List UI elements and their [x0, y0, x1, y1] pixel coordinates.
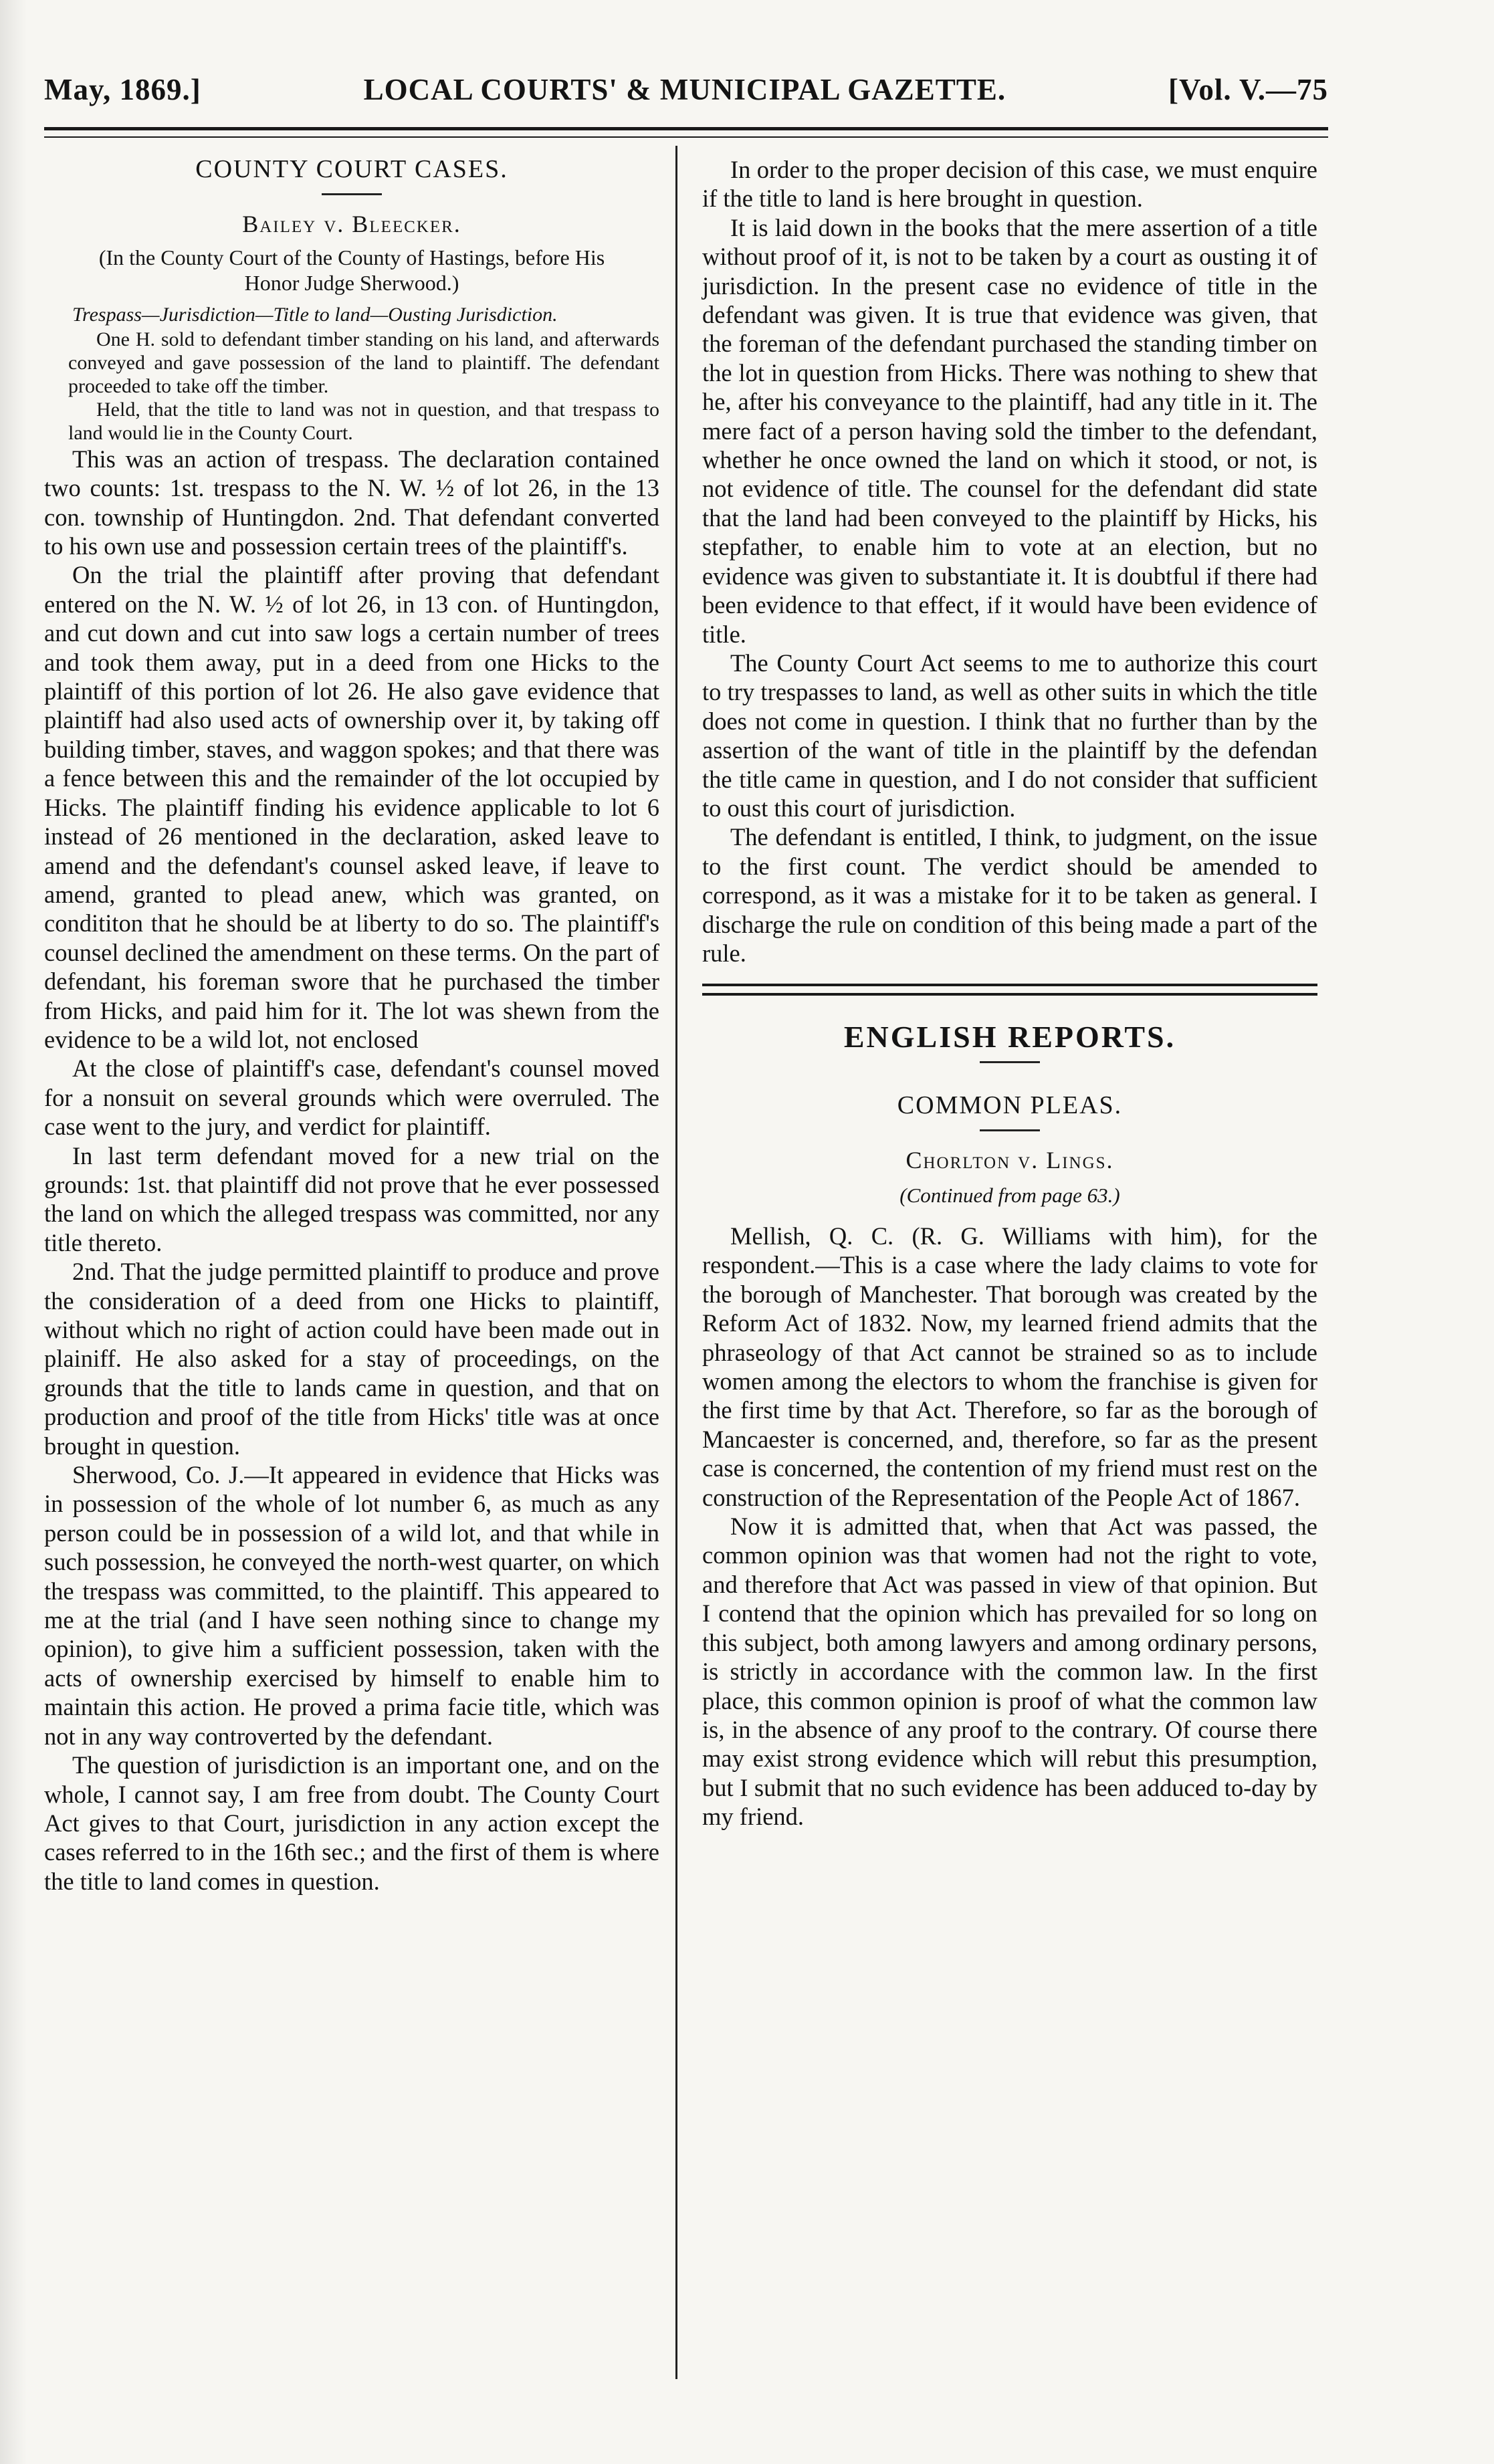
running-head — [44, 72, 1328, 107]
left-column — [44, 155, 659, 1896]
headnote-category: Trespass—Jurisdiction—Title to land—Ousting Jurisdiction. — [72, 303, 558, 326]
section-short-rule — [322, 193, 382, 195]
section-double-rule — [702, 984, 1317, 996]
section-short-rule — [980, 1061, 1040, 1063]
section-title-county-court: COUNTY COURT CASES. — [195, 155, 508, 183]
paragraph: Mellish, Q. C. (R. G. Williams with him), for the respondent.—This is a case where the lady claims to vote for the borough of Manchester. That borough was created by the Reform Act of 1832. Now, my learned friend admits that the phraseology of that Act cannot be strained so as to include women among the electors to whom the franchise is given for the first time by that Act. Therefore, so far as the borough of Mancaester is concerned, and, therefore, so far as the present case is concerned, the contention of my friend must rest on the construction of the Representation of the People Act of 1867. — [702, 1222, 1317, 1511]
paragraph: The County Court Act seems to me to authorize this court to try trespasses to land, as well as other suits in which the title does not come in question. I think that no further than by the assertion of the want of title in the plaintiff by the defendan the title came in question, and I do not consider that sufficient to oust this court of jurisdiction. — [702, 649, 1317, 822]
case-title-chorlton: Chorlton v. Lings. — [905, 1147, 1114, 1174]
header-volume: [Vol. V.—75 — [1168, 73, 1328, 106]
paragraph: In last term defendant moved for a new trial on the grounds: 1st. that plaintiff did not prove that he ever possessed the land on which the alleged trespass was committed, nor any title thereto. — [44, 1141, 659, 1256]
subsection-title-common-pleas: COMMON PLEAS. — [897, 1091, 1123, 1119]
case-title-bailey: Bailey v. Bleecker. — [242, 211, 461, 238]
paragraph: This was an action of trespass. The declaration contained two counts: 1st. trespass to the N. W. ½ of lot 26, in the 13 con. township of Huntingdon. 2nd. That defendant converted to his own use and possession certain trees of the plaintiff's. — [44, 445, 659, 560]
header-rule-thick — [44, 127, 1328, 130]
paragraph: In order to the proper decision of this case, we must enquire if the title to land is here brought in question. — [702, 156, 1317, 213]
paragraph: The defendant is entitled, I think, to judgment, on the issue to the first count. The verdict should be amended to correspond, as it was a mistake for it to be taken as general. I discharge the rule on condition of this being made a part of the rule. — [702, 823, 1317, 967]
paragraph: On the trial the plaintiff after proving that defendant entered on the N. W. ½ of lot 26, in 13 con. of Huntingdon, and cut down and cut into saw logs a certain number of trees and took them away, put in a deed from one Hicks to the plaintiff of this portion of lot 26. He also gave evidence that plaintiff had also used acts of ownership over it, by taking off building timber, staves, and waggon spokes; and that there was a fence between this and the remainder of the lot occupied by Hicks. The plaintiff finding his evidence applicable to lot 6 instead of 26 mentioned in the declaration, asked leave to amend and the defendant's counsel asked leave, if leave to amend, granted to plead anew, which was granted, on condititon that he should be at liberty to do so. The plaintiff's counsel declined the amendment on these terms. On the part of defendant, his foreman swore that he purchased the timber from Hicks, and paid him for it. The lot was shewn from the evidence to be a wild lot, not enclosed — [44, 561, 659, 1053]
header-rule-thin — [44, 136, 1328, 138]
header-date: May, 1869.] — [44, 73, 201, 106]
paragraph: 2nd. That the judge permitted plaintiff to produce and prove the consideration of a deed from one Hicks to plaintiff, without which no right of action could have been made out in plainiff. He also asked for a stay of proceedings, on the grounds that the title to lands came in question, and that on production and proof of the title from Hicks' title was at once brought in question. — [44, 1258, 659, 1460]
column-divider — [675, 146, 677, 2379]
header-title: LOCAL COURTS' & MUNICIPAL GAZETTE. — [363, 73, 1006, 106]
headnote-held: Held, that the title to land was not in question, and that trespass to land would lie in the County Court. — [68, 398, 659, 444]
spacer — [702, 1078, 1317, 1091]
right-column — [702, 155, 1317, 1831]
headnote-facts: One H. sold to defendant timber standing on his land, and afterwards conveyed and gave possession of the land to plaintiff. The defendant proceeded to take off the timber. — [68, 328, 659, 397]
continued-note: (Continued from page 63.) — [899, 1183, 1120, 1207]
paragraph: The question of jurisdiction is an important one, and on the whole, I cannot say, I am free from doubt. The County Court Act gives to that Court, jurisdiction in any action except the cases referred to in the 16th sec.; and the first of them is where the title to land comes in question. — [44, 1751, 659, 1895]
subsection-short-rule — [980, 1129, 1040, 1131]
paragraph: Sherwood, Co. J.—It appeared in evidence that Hicks was in possession of the whole of lot number 6, as much as any person could be in possession of a wild lot, and that while in such possession, he conveyed the north-west quarter, on which the trespass was committed, to the plaintiff. This appeared to me at the trial (and I have seen nothing since to change my opinion), to give him a sufficient possession, taken with the acts of ownership exercised by himself to enable him to maintain this action. He proved a prima facie title, which was not in any way controverted by the defendant. — [44, 1461, 659, 1750]
paragraph: At the close of plaintiff's case, defendant's counsel moved for a nonsuit on several grounds which were overruled. The case went to the jury, and verdict for plaintiff. — [44, 1054, 659, 1141]
paragraph: Now it is admitted that, when that Act was passed, the common opinion was that women had not the right to vote, and therefore that Act was passed in view of that opinion. But I contend that the opinion which has prevailed for so long on this subject, both among lawyers and among ordinary persons, is strictly in accordance with the common law. In the first place, this common opinion is proof of what the common law is, in the absence of any proof to the contrary. Of course there may exist strong evidence which will rebut this presumption, but I submit that no such evidence has been adduced to-day by my friend. — [702, 1513, 1317, 1831]
scan-shadow — [0, 0, 27, 2464]
section-title-english-reports: ENGLISH REPORTS. — [843, 1020, 1176, 1054]
paragraph: It is laid down in the books that the mere assertion of a title without proof of it, is not to be taken by a court as ousting it of jurisdiction. In the present case no evidence of title in the defendant was given. It is true that evidence was given, that the foreman of the defendant purchased the standing timber on the lot in question from Hicks. There was nothing to shew that he, after his conveyance to the plaintiff, had any title in it. The mere fact of a person having sold the timber to the defendant, whether he once owned the land on which it stood, or not, is not evidence of title. The counsel for the defendant did state that the land had been conveyed to the plaintiff by Hicks, his stepfather, to enable him to vote at an election, but no evidence was given to substantiate it. It is doubtful if there had been evidence to that effect, if it would have been evidence of title. — [702, 213, 1317, 648]
court-note: (In the County Court of the County of Hastings, before His Honor Judge Sherwood.) — [98, 245, 605, 295]
